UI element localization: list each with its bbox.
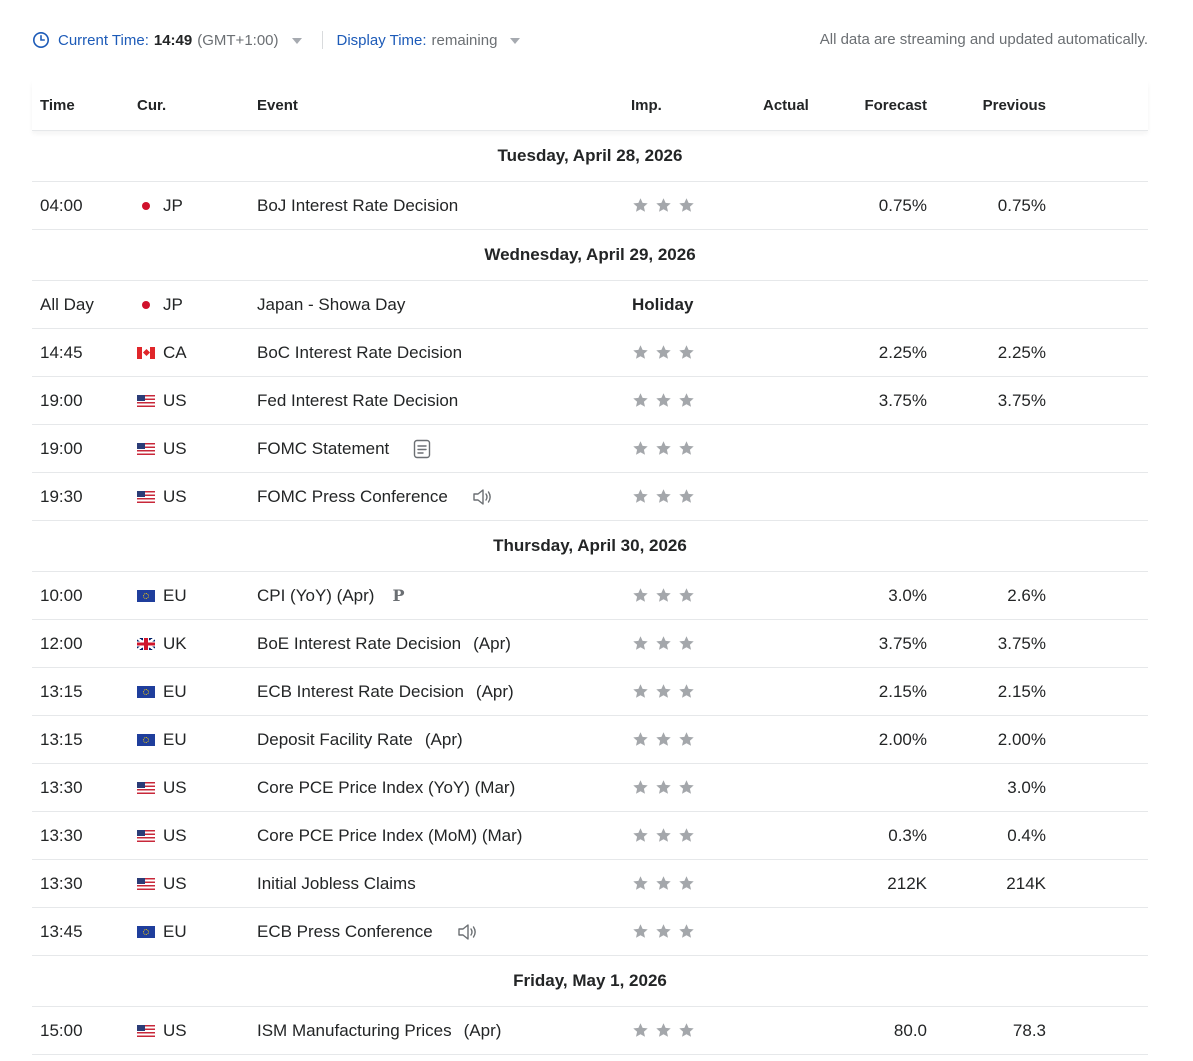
event-name[interactable]: ECB Interest Rate Decision	[257, 682, 464, 701]
flag-eu-icon	[137, 686, 155, 698]
importance-rating	[632, 1007, 701, 1054]
preliminary-icon: P	[392, 586, 405, 605]
importance-rating	[632, 425, 701, 472]
star-icon	[678, 731, 695, 748]
currency-cell	[137, 764, 187, 811]
calendar-toolbar	[32, 29, 1148, 51]
flag-us-icon	[137, 395, 155, 407]
currency-code: US	[163, 874, 187, 893]
currency-code: US	[163, 778, 187, 797]
importance-rating	[632, 908, 701, 955]
currency-code: US	[163, 391, 187, 410]
table-header	[32, 80, 1148, 131]
importance-rating	[632, 764, 701, 811]
previous-value: 3.0%	[1007, 778, 1046, 797]
event-name[interactable]: CPI (YoY) (Apr)	[257, 586, 375, 605]
currency-code: EU	[163, 682, 187, 701]
event-cell[interactable]	[257, 908, 479, 955]
star-icon	[678, 827, 695, 844]
forecast-value: 0.75%	[878, 196, 927, 215]
event-cell[interactable]	[257, 329, 462, 376]
event-period: (Apr)	[463, 1021, 502, 1040]
currency-cell	[137, 860, 187, 907]
table-row[interactable]	[32, 668, 1148, 716]
event-time: 19:30	[40, 487, 83, 506]
event-name[interactable]: ECB Press Conference	[257, 922, 433, 941]
chevron-down-icon[interactable]	[510, 38, 520, 44]
header-importance: Imp.	[631, 97, 662, 114]
chevron-down-icon[interactable]	[292, 38, 302, 44]
header-actual: Actual	[763, 97, 809, 114]
event-name[interactable]: BoC Interest Rate Decision	[257, 343, 463, 362]
previous-value: 214K	[1006, 874, 1046, 893]
currency-cell	[137, 377, 187, 424]
event-time: 14:45	[40, 343, 83, 362]
event-name[interactable]: Core PCE Price Index (YoY) (Mar)	[257, 778, 516, 797]
currency-code: EU	[163, 586, 187, 605]
flag-jp-icon	[137, 299, 155, 311]
importance-rating	[632, 668, 701, 715]
star-icon	[678, 587, 695, 604]
star-icon	[655, 731, 672, 748]
star-icon	[678, 344, 695, 361]
currency-cell	[137, 908, 187, 955]
event-name[interactable]: BoJ Interest Rate Decision	[257, 196, 459, 215]
forecast-value: 80.0	[893, 1021, 927, 1040]
star-icon	[632, 923, 649, 940]
previous-value: 3.75%	[997, 391, 1046, 410]
previous-value: 0.75%	[997, 196, 1046, 215]
flag-eu-icon	[137, 590, 155, 602]
table-row[interactable]	[32, 908, 1148, 956]
event-cell[interactable]	[257, 182, 458, 229]
forecast-value: 2.25%	[878, 343, 927, 362]
star-icon	[678, 635, 695, 652]
table-row[interactable]	[32, 860, 1148, 908]
currency-cell	[137, 425, 187, 472]
currency-cell	[137, 572, 187, 619]
forecast-value: 3.75%	[878, 634, 927, 653]
current-time-value: 14:49	[153, 31, 193, 49]
star-icon	[655, 344, 672, 361]
forecast-value: 3.75%	[878, 391, 927, 410]
event-name[interactable]: BoE Interest Rate Decision	[257, 634, 462, 653]
star-icon	[678, 392, 695, 409]
table-row[interactable]	[32, 281, 1148, 329]
event-time: 04:00	[40, 196, 83, 215]
currency-cell	[137, 182, 183, 229]
toolbar-divider	[322, 31, 323, 49]
event-time: 13:15	[40, 682, 83, 701]
previous-value: 2.6%	[1007, 586, 1046, 605]
event-time: 13:30	[40, 874, 83, 893]
event-time: 13:30	[40, 826, 83, 845]
event-cell[interactable]	[257, 473, 494, 520]
star-icon	[655, 392, 672, 409]
star-icon	[632, 392, 649, 409]
document-icon[interactable]	[413, 439, 431, 459]
flag-us-icon	[137, 491, 155, 503]
flag-us-icon	[137, 1025, 155, 1037]
table-row[interactable]	[32, 182, 1148, 230]
forecast-value: 0.3%	[888, 826, 927, 845]
event-name[interactable]: Deposit Facility Rate	[257, 730, 413, 749]
star-icon	[655, 683, 672, 700]
star-icon	[655, 197, 672, 214]
currency-cell	[137, 1007, 187, 1054]
previous-value: 3.75%	[997, 634, 1046, 653]
event-name[interactable]: FOMC Press Conference	[257, 487, 448, 506]
previous-value: 0.4%	[1007, 826, 1046, 845]
importance-rating	[632, 716, 701, 763]
table-row[interactable]	[32, 473, 1148, 521]
forecast-value: 2.15%	[878, 682, 927, 701]
currency-cell	[137, 620, 187, 667]
forecast-value: 2.00%	[878, 730, 927, 749]
importance-rating	[632, 281, 693, 328]
event-time: 15:00	[40, 1021, 83, 1040]
currency-code: EU	[163, 730, 187, 749]
event-name[interactable]: FOMC Statement	[257, 439, 390, 458]
importance-rating	[632, 572, 701, 619]
table-row[interactable]	[32, 764, 1148, 812]
event-name[interactable]: Initial Jobless Claims	[257, 874, 416, 893]
event-time: 12:00	[40, 634, 83, 653]
currency-code: EU	[163, 922, 187, 941]
event-time: 13:45	[40, 922, 83, 941]
currency-cell	[137, 329, 187, 376]
currency-cell	[137, 812, 187, 859]
flag-uk-icon	[137, 638, 155, 650]
event-time: 13:15	[40, 730, 83, 749]
star-icon	[632, 344, 649, 361]
event-cell[interactable]	[257, 668, 514, 715]
star-icon	[632, 779, 649, 796]
event-cell[interactable]	[257, 764, 515, 811]
star-icon	[655, 488, 672, 505]
flag-us-icon	[137, 830, 155, 842]
currency-code: US	[163, 439, 187, 458]
star-icon	[632, 1022, 649, 1039]
date-header: Tuesday, April 28, 2026	[32, 131, 1148, 182]
flag-us-icon	[137, 443, 155, 455]
table-row[interactable]	[32, 329, 1148, 377]
flag-ca-icon	[137, 347, 155, 359]
star-icon	[632, 875, 649, 892]
star-icon	[632, 683, 649, 700]
event-time: 19:00	[40, 391, 83, 410]
flag-eu-icon	[137, 926, 155, 938]
header-previous: Previous	[982, 97, 1046, 114]
event-period: (Apr)	[475, 682, 514, 701]
currency-code: CA	[163, 343, 187, 362]
star-icon	[678, 875, 695, 892]
currency-cell	[137, 281, 183, 328]
star-icon	[678, 488, 695, 505]
flag-jp-icon	[137, 200, 155, 212]
currency-cell	[137, 668, 187, 715]
star-icon	[655, 827, 672, 844]
current-time-label: Current Time:	[58, 31, 149, 49]
previous-value: 2.15%	[997, 682, 1046, 701]
table-row[interactable]	[32, 1007, 1148, 1055]
event-cell[interactable]	[257, 425, 431, 472]
event-cell[interactable]	[257, 1007, 501, 1054]
importance-rating	[632, 812, 701, 859]
event-name[interactable]: Fed Interest Rate Decision	[257, 391, 459, 410]
flag-us-icon	[137, 782, 155, 794]
header-currency: Cur.	[137, 97, 167, 114]
currency-code: US	[163, 487, 187, 506]
star-icon	[655, 779, 672, 796]
importance-rating	[632, 473, 701, 520]
event-name[interactable]: Japan - Showa Day	[257, 295, 406, 314]
display-time-label: Display Time:	[336, 31, 427, 49]
date-header: Wednesday, April 29, 2026	[32, 230, 1148, 281]
table-body	[32, 131, 1148, 1055]
table-row[interactable]	[32, 572, 1148, 620]
flag-eu-icon	[137, 734, 155, 746]
event-cell[interactable]	[257, 716, 463, 763]
star-icon	[655, 923, 672, 940]
star-icon	[655, 440, 672, 457]
star-icon	[632, 635, 649, 652]
star-icon	[655, 587, 672, 604]
star-icon	[632, 197, 649, 214]
importance-rating	[632, 620, 701, 667]
date-header: Thursday, April 30, 2026	[32, 521, 1148, 572]
previous-value: 78.3	[1012, 1021, 1046, 1040]
speaker-icon[interactable]	[472, 487, 494, 507]
table-row[interactable]	[32, 425, 1148, 473]
currency-code: UK	[163, 634, 187, 653]
event-cell[interactable]	[257, 860, 416, 907]
currency-code: JP	[163, 196, 183, 215]
header-forecast: Forecast	[864, 97, 927, 114]
star-icon	[655, 875, 672, 892]
star-icon	[632, 731, 649, 748]
star-icon	[678, 1022, 695, 1039]
forecast-value: 3.0%	[888, 586, 927, 605]
header-event: Event	[257, 97, 298, 114]
star-icon	[632, 827, 649, 844]
table-row[interactable]	[32, 716, 1148, 764]
star-icon	[632, 488, 649, 505]
star-icon	[678, 683, 695, 700]
star-icon	[678, 440, 695, 457]
event-time: 19:00	[40, 439, 83, 458]
star-icon	[632, 440, 649, 457]
event-name[interactable]: Core PCE Price Index (MoM) (Mar)	[257, 826, 523, 845]
table-row[interactable]	[32, 377, 1148, 425]
speaker-icon[interactable]	[457, 922, 479, 942]
streaming-note: All data are streaming and updated automatically.	[819, 31, 1148, 48]
star-icon	[678, 923, 695, 940]
currency-code: JP	[163, 295, 183, 314]
importance-rating	[632, 182, 701, 229]
star-icon	[678, 779, 695, 796]
date-header: Friday, May 1, 2026	[32, 956, 1148, 1007]
importance-rating	[632, 377, 701, 424]
table-row[interactable]	[32, 812, 1148, 860]
currency-cell	[137, 716, 187, 763]
event-period: (Apr)	[473, 634, 511, 653]
display-time-selector[interactable]: remaining	[431, 31, 498, 49]
currency-code: US	[163, 826, 187, 845]
clock-icon	[32, 31, 50, 49]
event-time: All Day	[40, 295, 94, 314]
previous-value: 2.00%	[997, 730, 1046, 749]
events-table	[32, 80, 1148, 1055]
star-icon	[632, 587, 649, 604]
table-row[interactable]	[32, 620, 1148, 668]
event-period: (Apr)	[424, 730, 463, 749]
header-time: Time	[40, 97, 75, 114]
timezone-selector[interactable]: (GMT+1:00)	[197, 31, 279, 49]
forecast-value: 212K	[887, 874, 927, 893]
holiday-label: Holiday	[632, 295, 694, 314]
star-icon	[655, 635, 672, 652]
event-time: 10:00	[40, 586, 83, 605]
event-cell[interactable]	[257, 812, 522, 859]
currency-cell	[137, 473, 187, 520]
flag-us-icon	[137, 878, 155, 890]
event-time: 13:30	[40, 778, 83, 797]
event-cell[interactable]	[257, 572, 405, 619]
event-name[interactable]: ISM Manufacturing Prices	[257, 1021, 452, 1040]
event-cell[interactable]	[257, 377, 458, 424]
importance-rating	[632, 860, 701, 907]
star-icon	[678, 197, 695, 214]
star-icon	[655, 1022, 672, 1039]
currency-code: US	[163, 1021, 187, 1040]
previous-value: 2.25%	[997, 343, 1046, 362]
importance-rating	[632, 329, 701, 376]
event-cell[interactable]	[257, 620, 511, 667]
event-cell[interactable]	[257, 281, 405, 328]
